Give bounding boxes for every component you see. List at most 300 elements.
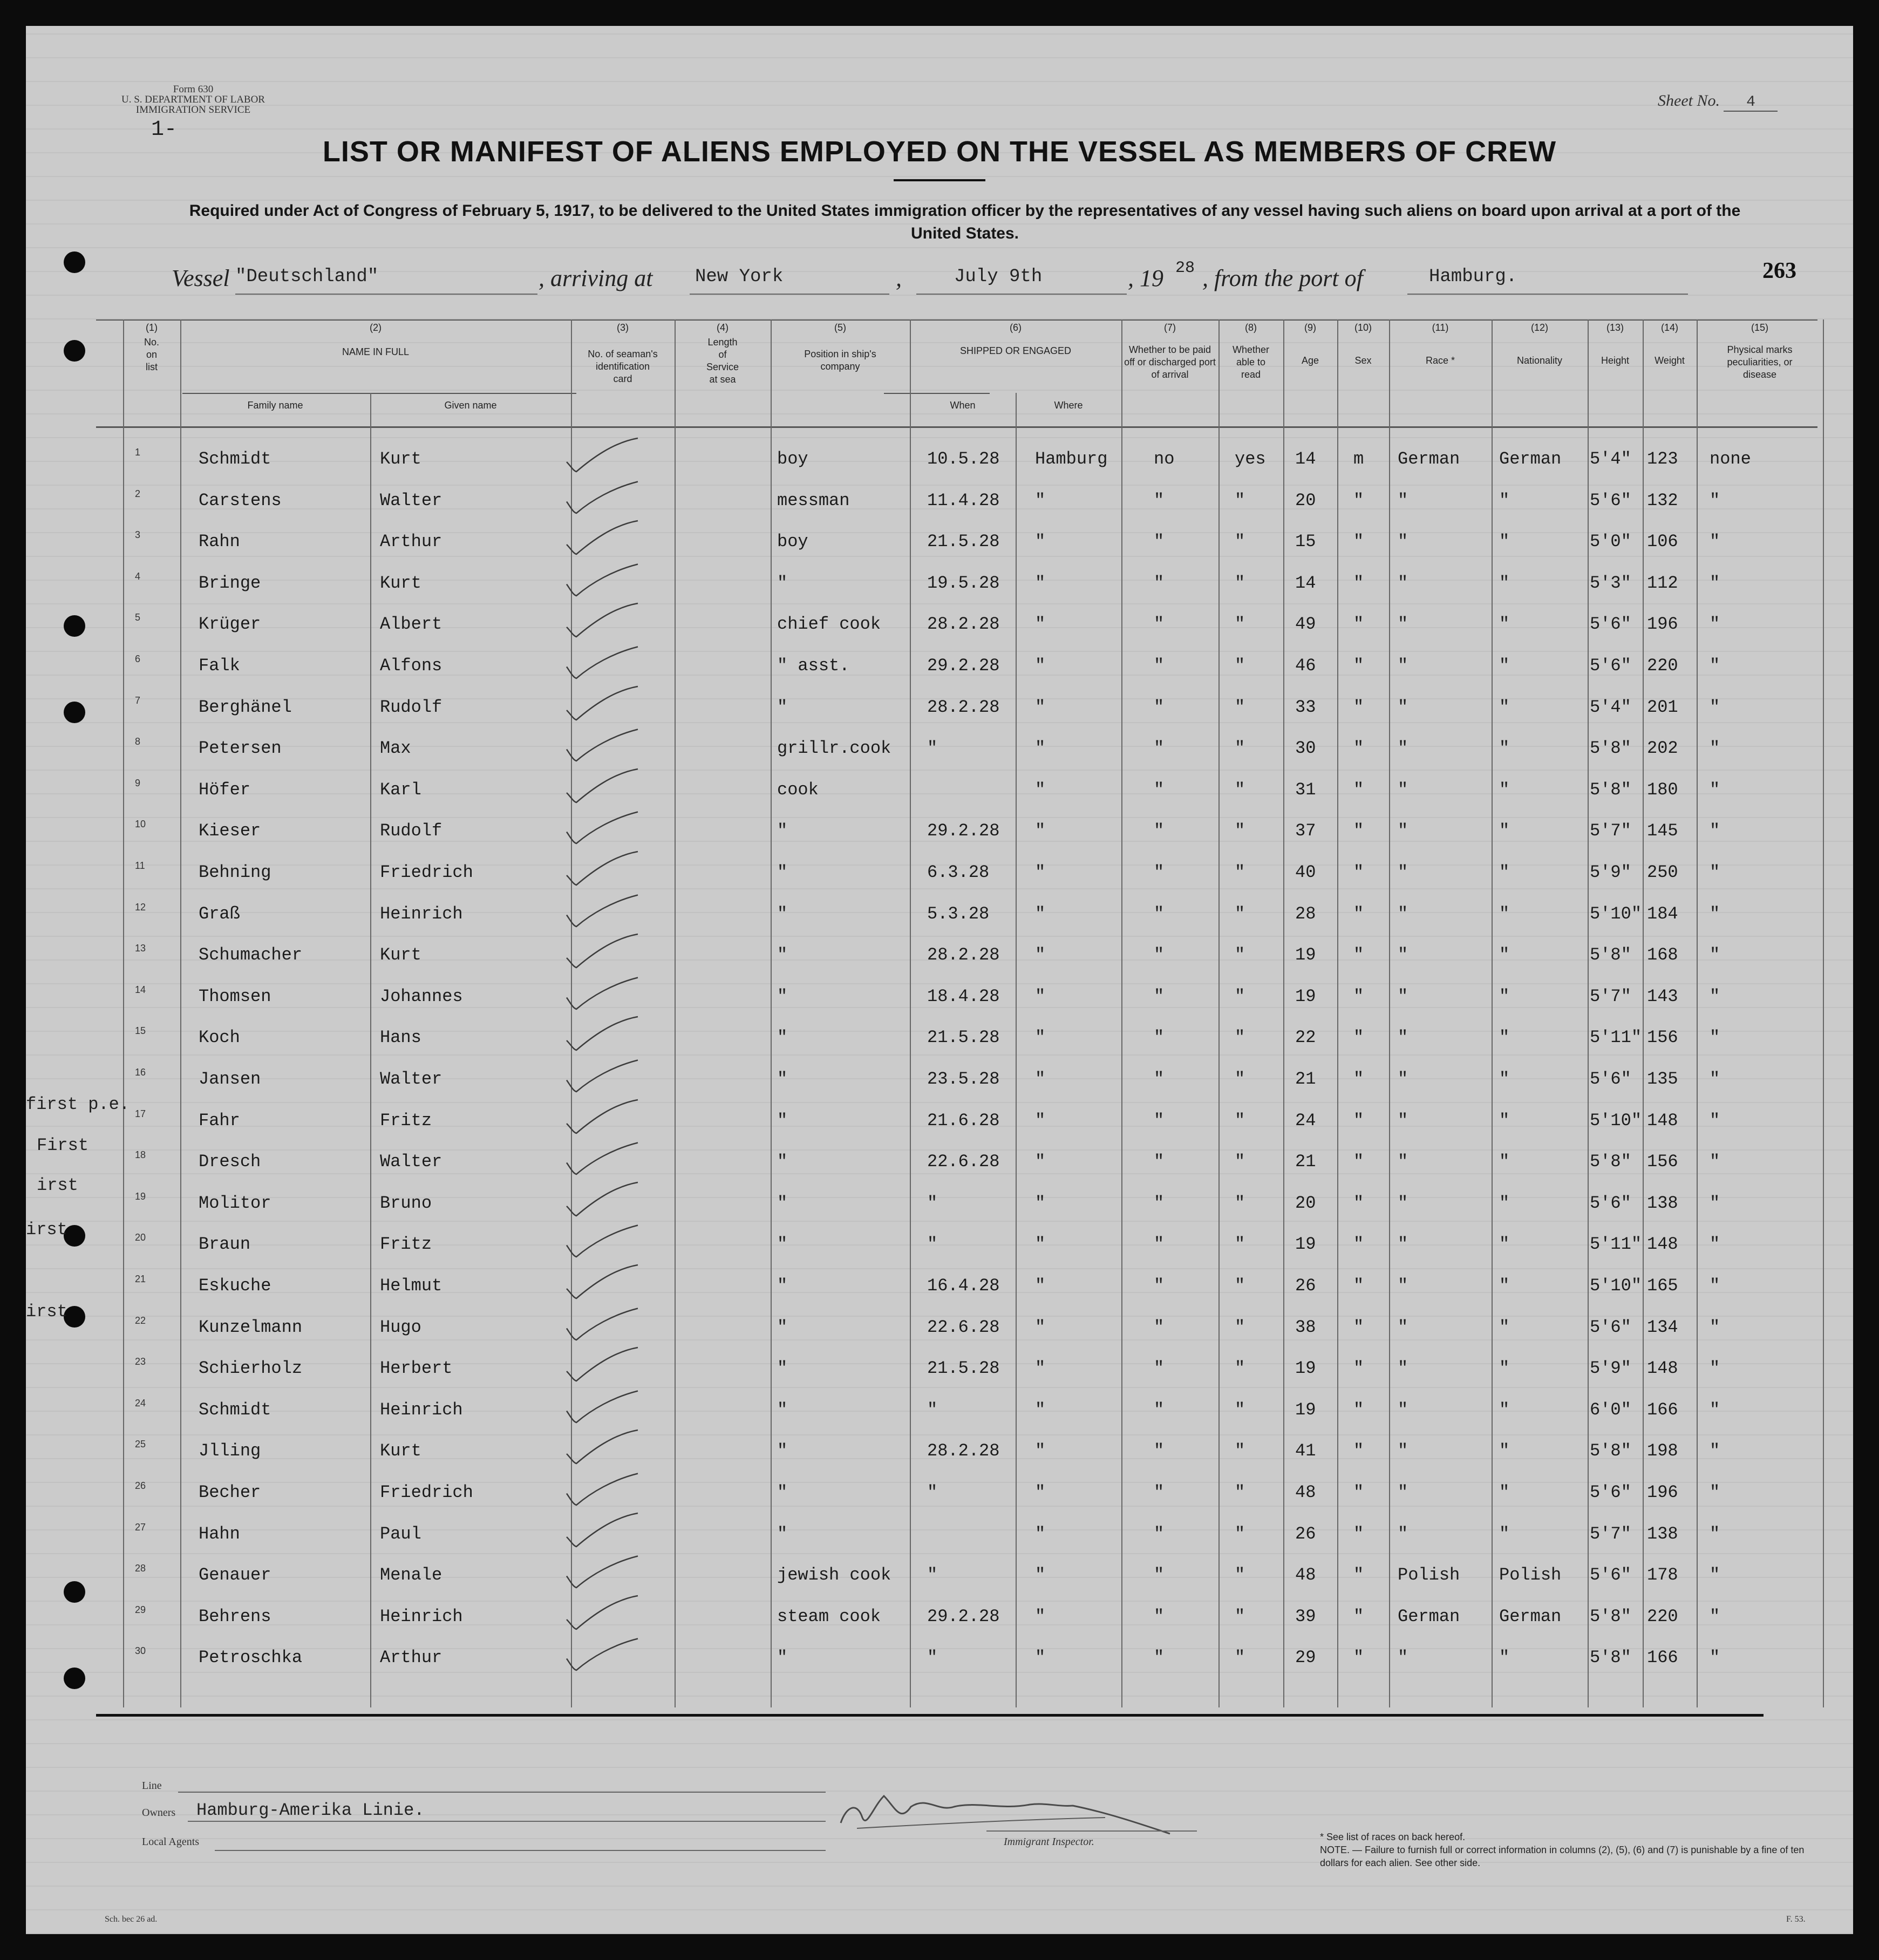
footer-note [1320,1830,1827,1869]
age-cell: 19 [1295,1358,1316,1379]
shipped-when-cell: 19.5.28 [927,573,1000,593]
position-cell: " [777,1193,788,1213]
age-cell: 46 [1295,656,1316,676]
race-cell: " [1398,1441,1408,1461]
paid-off-cell: " [1154,1648,1165,1668]
owners-field-line [188,1821,826,1822]
paid-off-cell: " [1154,738,1165,759]
paid-off-cell: " [1154,1110,1165,1131]
shipped-when-cell: 21.5.28 [927,1027,1000,1048]
family-name-cell: Molitor [199,1193,271,1213]
check-mark-icon [564,644,640,682]
row-number-cell: 20 [135,1232,146,1243]
shipped-when-cell: 11.4.28 [927,490,1000,511]
sex-cell: " [1353,1606,1364,1626]
shipped-where-cell: Hamburg [1035,449,1108,469]
able-to-read-cell: " [1235,1027,1245,1048]
given-name-cell: Rudolf [380,697,442,717]
height-cell: 5'3" [1590,573,1631,593]
header-able-to-read [1218,322,1283,381]
height-cell: 5'8" [1590,1152,1631,1172]
table-row [96,1099,1817,1140]
sex-cell: " [1353,1441,1364,1461]
able-to-read-cell: " [1235,1648,1245,1668]
race-cell: " [1398,1193,1408,1213]
header-paid-off [1121,322,1218,381]
shipped-when-cell: 28.2.28 [927,1441,1000,1461]
age-cell: 19 [1295,1399,1316,1420]
check-mark-icon [564,768,640,806]
height-cell: 5'11" [1590,1027,1642,1048]
given-name-cell: Walter [380,1152,442,1172]
header-label: Length of Service at sea [706,337,739,385]
sex-cell: " [1353,614,1364,635]
vessel-label: Vessel [172,265,230,291]
line-field-line [178,1792,826,1793]
shipped-where-cell: " [1035,1648,1046,1668]
table-row [96,1429,1817,1470]
row-number-cell: 24 [135,1397,146,1408]
family-name-cell: Graß [199,903,240,924]
title-rule [894,179,985,181]
table-row [96,685,1817,726]
shipped-where-cell: " [1035,821,1046,841]
shipped-where-cell: " [1035,945,1046,965]
height-cell: 5'11" [1590,1234,1642,1255]
paid-off-cell: " [1154,1565,1165,1585]
given-name-cell: Paul [380,1523,421,1544]
able-to-read-cell: " [1235,1399,1245,1420]
height-cell: 5'10" [1590,1276,1642,1296]
sex-cell: " [1353,738,1364,759]
table-row [96,561,1817,602]
owners-label: Owners [142,1807,176,1819]
height-cell: 5'6" [1590,490,1631,511]
paid-off-cell: " [1154,614,1165,635]
shipped-when-cell: 28.2.28 [927,697,1000,717]
position-cell: " [777,903,788,924]
arrival-date-line [916,294,1127,295]
position-cell: jewish cook [777,1565,891,1585]
able-to-read-cell: " [1235,656,1245,676]
shipped-where-cell: " [1035,1482,1046,1502]
physical-marks-cell: " [1710,1399,1720,1420]
column-divider [1823,319,1824,1707]
table-row [96,809,1817,850]
margin-note: irst [26,1220,67,1240]
family-name-cell: Hahn [199,1523,240,1544]
weight-cell: 196 [1647,1482,1678,1502]
row-number-cell: 12 [135,901,146,913]
header-position [771,322,910,373]
shipped-where-cell: " [1035,490,1046,511]
shipped-when-cell: 29.2.28 [927,656,1000,676]
age-cell: 22 [1295,1027,1316,1048]
check-mark-icon [564,1057,640,1095]
nationality-cell: " [1499,1482,1510,1502]
check-mark-icon [564,726,640,764]
sheet-number-field [1658,92,1778,112]
age-cell: 26 [1295,1276,1316,1296]
check-mark-icon [564,1553,640,1591]
header-label: No. on list [144,337,159,372]
position-cell: " [777,1523,788,1544]
shipped-when-cell: 6.3.28 [927,862,990,882]
physical-marks-cell: " [1710,1152,1720,1172]
row-number-cell: 6 [135,654,141,664]
header-number: (7) [1164,322,1176,333]
row-number-cell: 15 [135,1025,146,1037]
header-bottom-rule [96,426,1817,428]
race-cell: " [1398,573,1408,593]
table-row [96,1471,1817,1512]
physical-marks-cell: " [1710,1193,1720,1213]
able-to-read-cell: " [1235,1441,1245,1461]
height-cell: 5'7" [1590,986,1631,1006]
shipped-when-cell: 21.6.28 [927,1110,1000,1131]
able-to-read-cell: " [1235,1276,1245,1296]
physical-marks-cell: " [1710,779,1720,800]
physical-marks-cell: " [1710,1069,1720,1089]
age-cell: 19 [1295,986,1316,1006]
weight-cell: 112 [1647,573,1678,593]
table-row [96,1636,1817,1677]
nationality-cell: " [1499,532,1510,552]
header-no-on-list [123,319,180,373]
paid-off-cell: " [1154,1234,1165,1255]
position-cell: " [777,1482,788,1502]
sex-cell: " [1353,1565,1364,1585]
date-comma: , [896,265,902,291]
shipped-when-cell: 28.2.28 [927,945,1000,965]
race-cell: " [1398,1648,1408,1668]
header-number: (5) [834,322,846,333]
margin-note: first p.e. [26,1094,130,1114]
punch-hole [64,251,85,273]
check-mark-icon [564,1099,640,1136]
position-cell: grillr.cook [777,738,891,759]
header-number: (6) [1010,322,1022,333]
table-row [96,1305,1817,1346]
position-cell: " [777,1027,788,1048]
check-mark-icon [564,892,640,930]
header-given-name: Given name [444,400,497,411]
row-number-cell: 25 [135,1439,146,1450]
paid-off-cell: " [1154,532,1165,552]
header-label: Whether able to read [1232,344,1270,380]
position-cell: " [777,697,788,717]
weight-cell: 148 [1647,1358,1678,1379]
weight-cell: 250 [1647,862,1678,882]
age-cell: 40 [1295,862,1316,882]
given-name-cell: Johannes [380,986,463,1006]
physical-marks-cell: " [1710,1441,1720,1461]
check-mark-icon [564,1512,640,1550]
row-number-cell: 9 [135,777,141,788]
row-number-cell: 30 [135,1645,146,1657]
physical-marks-cell: " [1710,862,1720,882]
table-row [96,1346,1817,1387]
check-mark-icon [564,520,640,557]
nationality-cell: " [1499,697,1510,717]
sex-cell: " [1353,490,1364,511]
check-mark-icon [564,1305,640,1343]
shipped-where-cell: " [1035,738,1046,759]
height-cell: 5'10" [1590,1110,1642,1131]
nationality-cell: " [1499,1648,1510,1668]
check-mark-icon [564,685,640,723]
shipped-when-cell: 18.4.28 [927,986,1000,1006]
arrival-port: New York [695,267,784,287]
inspector-label: Immigrant Inspector. [1004,1836,1094,1848]
family-name-cell: Genauer [199,1565,271,1585]
family-name-cell: Jansen [199,1069,261,1089]
paid-off-cell: " [1154,1358,1165,1379]
race-cell: " [1398,1399,1408,1420]
header-number: (10) [1354,322,1372,333]
shipped-where-cell: " [1035,532,1046,552]
race-cell: " [1398,779,1408,800]
note-races: * See list of races on back hereof. [1320,1832,1466,1842]
family-name-cell: Petroschka [199,1648,303,1668]
row-number-cell: 8 [135,736,141,747]
header-label: Weight [1655,355,1685,366]
shipped-where-cell: " [1035,1565,1046,1585]
height-cell: 5'7" [1590,821,1631,841]
table-row [96,1016,1817,1057]
position-cell: " [777,1152,788,1172]
department-name: U. S. DEPARTMENT OF LABOR [121,94,265,105]
given-name-cell: Hugo [380,1317,421,1337]
table-top-rule [96,319,1817,321]
given-name-cell: Fritz [380,1234,432,1255]
weight-cell: 106 [1647,532,1678,552]
able-to-read-cell: " [1235,862,1245,882]
header-number: (9) [1304,322,1316,333]
given-name-cell: Kurt [380,573,421,593]
age-cell: 21 [1295,1069,1316,1089]
sex-cell: " [1353,532,1364,552]
position-cell: steam cook [777,1606,881,1626]
weight-cell: 135 [1647,1069,1678,1089]
header-nationality [1492,322,1588,367]
paid-off-cell: " [1154,1482,1165,1502]
shipped-where-cell: " [1035,1234,1046,1255]
paid-off-cell: " [1154,1276,1165,1296]
position-cell: messman [777,490,850,511]
given-name-cell: Heinrich [380,1399,463,1420]
vessel-name: "Deutschland" [235,267,379,287]
nationality-cell: " [1499,1193,1510,1213]
race-cell: " [1398,738,1408,759]
age-cell: 31 [1295,779,1316,800]
age-cell: 37 [1295,821,1316,841]
race-cell: " [1398,1317,1408,1337]
able-to-read-cell: " [1235,1152,1245,1172]
paid-off-cell: " [1154,1027,1165,1048]
nationality-cell: " [1499,1399,1510,1420]
race-cell: " [1398,1358,1408,1379]
table-row [96,1140,1817,1181]
shipped-when-cell: " [927,1193,938,1213]
paid-off-cell: " [1154,1606,1165,1626]
check-mark-icon [564,1181,640,1219]
given-name-cell: Kurt [380,945,421,965]
sex-cell: " [1353,1648,1364,1668]
nationality-cell: " [1499,903,1510,924]
sex-cell: " [1353,573,1364,593]
physical-marks-cell: " [1710,1234,1720,1255]
line-label: Line [142,1780,162,1792]
physical-marks-cell: " [1710,614,1720,635]
year-prefix: , 19 [1128,265,1163,291]
sex-cell: " [1353,1152,1364,1172]
row-number-cell: 29 [135,1604,146,1615]
paid-off-cell: " [1154,1193,1165,1213]
age-cell: 29 [1295,1648,1316,1668]
row-number-cell: 28 [135,1563,146,1574]
table-row [96,1512,1817,1553]
shipped-where-cell: " [1035,697,1046,717]
family-name-cell: Falk [199,656,240,676]
physical-marks-cell: " [1710,1606,1720,1626]
row-number-cell: 26 [135,1480,146,1491]
header-label: Height [1601,355,1630,366]
race-cell: " [1398,614,1408,635]
age-cell: 48 [1295,1565,1316,1585]
sex-cell: " [1353,1317,1364,1337]
name-subheader-rule [182,393,576,394]
race-cell: " [1398,656,1408,676]
shipped-when-cell: " [927,1482,938,1502]
nationality-cell: " [1499,821,1510,841]
nationality-cell: " [1499,1276,1510,1296]
nationality-cell: " [1499,1523,1510,1544]
header-number: (12) [1530,322,1548,333]
shipped-where-cell: " [1035,779,1046,800]
paid-off-cell: " [1154,986,1165,1006]
age-cell: 30 [1295,738,1316,759]
check-mark-icon [564,1264,640,1302]
nationality-cell: " [1499,1152,1510,1172]
given-name-cell: Arthur [380,1648,442,1668]
header-label: Sex [1354,355,1372,366]
table-row [96,850,1817,891]
age-cell: 41 [1295,1441,1316,1461]
able-to-read-cell: " [1235,1565,1245,1585]
row-number-cell: 10 [135,819,146,830]
sex-cell: " [1353,1482,1364,1502]
form-mark: 1- [151,118,178,142]
nationality-cell: " [1499,656,1510,676]
nationality-cell: " [1499,862,1510,882]
shipped-when-cell: 28.2.28 [927,614,1000,635]
row-number-cell: 2 [135,488,141,499]
margin-note: irst [26,1302,67,1322]
position-cell: " [777,986,788,1006]
race-cell: " [1398,821,1408,841]
age-cell: 33 [1295,697,1316,717]
check-mark-icon [564,602,640,640]
height-cell: 5'4" [1590,449,1631,469]
row-number-cell: 19 [135,1190,146,1202]
given-name-cell: Walter [380,490,442,511]
height-cell: 5'8" [1590,779,1631,800]
race-cell: " [1398,903,1408,924]
given-name-cell: Heinrich [380,903,463,924]
given-name-cell: Rudolf [380,821,442,841]
row-number-cell: 3 [135,529,141,541]
height-cell: 6'0" [1590,1399,1631,1420]
race-cell: " [1398,1110,1408,1131]
shipped-when-cell: " [927,1399,938,1420]
header-number: (1) [146,322,158,333]
weight-cell: 202 [1647,738,1678,759]
shipped-when-cell: " [927,738,938,759]
sex-cell: " [1353,903,1364,924]
age-cell: 15 [1295,532,1316,552]
sheet-stamp-number: 263 [1762,258,1796,283]
check-mark-icon [564,1346,640,1384]
punch-hole [64,702,85,723]
departure-port-line [1407,294,1688,295]
age-cell: 24 [1295,1110,1316,1131]
row-number-cell: 22 [135,1315,146,1326]
shipped-where-cell: " [1035,1110,1046,1131]
race-cell: " [1398,1027,1408,1048]
page-subtitle: Required under Act of Congress of February 5, 1917, to be delivered to the United States immigration officer by the representatives of any vessel having such aliens on board upon arrival at a port of the United States. [189,202,1741,242]
weight-cell: 145 [1647,821,1678,841]
able-to-read-cell: " [1235,490,1245,511]
vessel-line [172,259,1791,297]
height-cell: 5'10" [1590,903,1642,924]
shipped-where-cell: " [1035,1276,1046,1296]
physical-marks-cell: " [1710,1565,1720,1585]
weight-cell: 156 [1647,1027,1678,1048]
row-number-cell: 1 [135,447,141,458]
physical-marks-cell: " [1710,1358,1720,1379]
family-name-cell: Dresch [199,1152,261,1172]
weight-cell: 184 [1647,903,1678,924]
sheet-number-label: Sheet No. [1658,92,1720,110]
shipped-where-cell: " [1035,656,1046,676]
family-name-cell: Rahn [199,532,240,552]
check-mark-icon [564,479,640,516]
height-cell: 5'9" [1590,1358,1631,1379]
nationality-cell: " [1499,945,1510,965]
agents-field-line [215,1850,826,1851]
weight-cell: 180 [1647,779,1678,800]
row-number-cell: 27 [135,1521,146,1533]
punch-hole [64,1668,85,1689]
race-cell: " [1398,532,1408,552]
given-name-cell: Kurt [380,449,421,469]
table-row [96,1181,1817,1222]
shipped-where-cell: " [1035,862,1046,882]
family-name-cell: Koch [199,1027,240,1048]
race-cell: German [1398,449,1460,469]
shipped-when-cell: 29.2.28 [927,1606,1000,1626]
sex-cell: " [1353,862,1364,882]
able-to-read-cell: " [1235,573,1245,593]
race-cell: German [1398,1606,1460,1626]
check-mark-icon [564,1595,640,1632]
height-cell: 5'4" [1590,697,1631,717]
row-number-cell: 18 [135,1149,146,1161]
header-number: (2) [370,322,382,333]
table-row [96,1553,1817,1594]
header-number: (14) [1660,322,1678,333]
